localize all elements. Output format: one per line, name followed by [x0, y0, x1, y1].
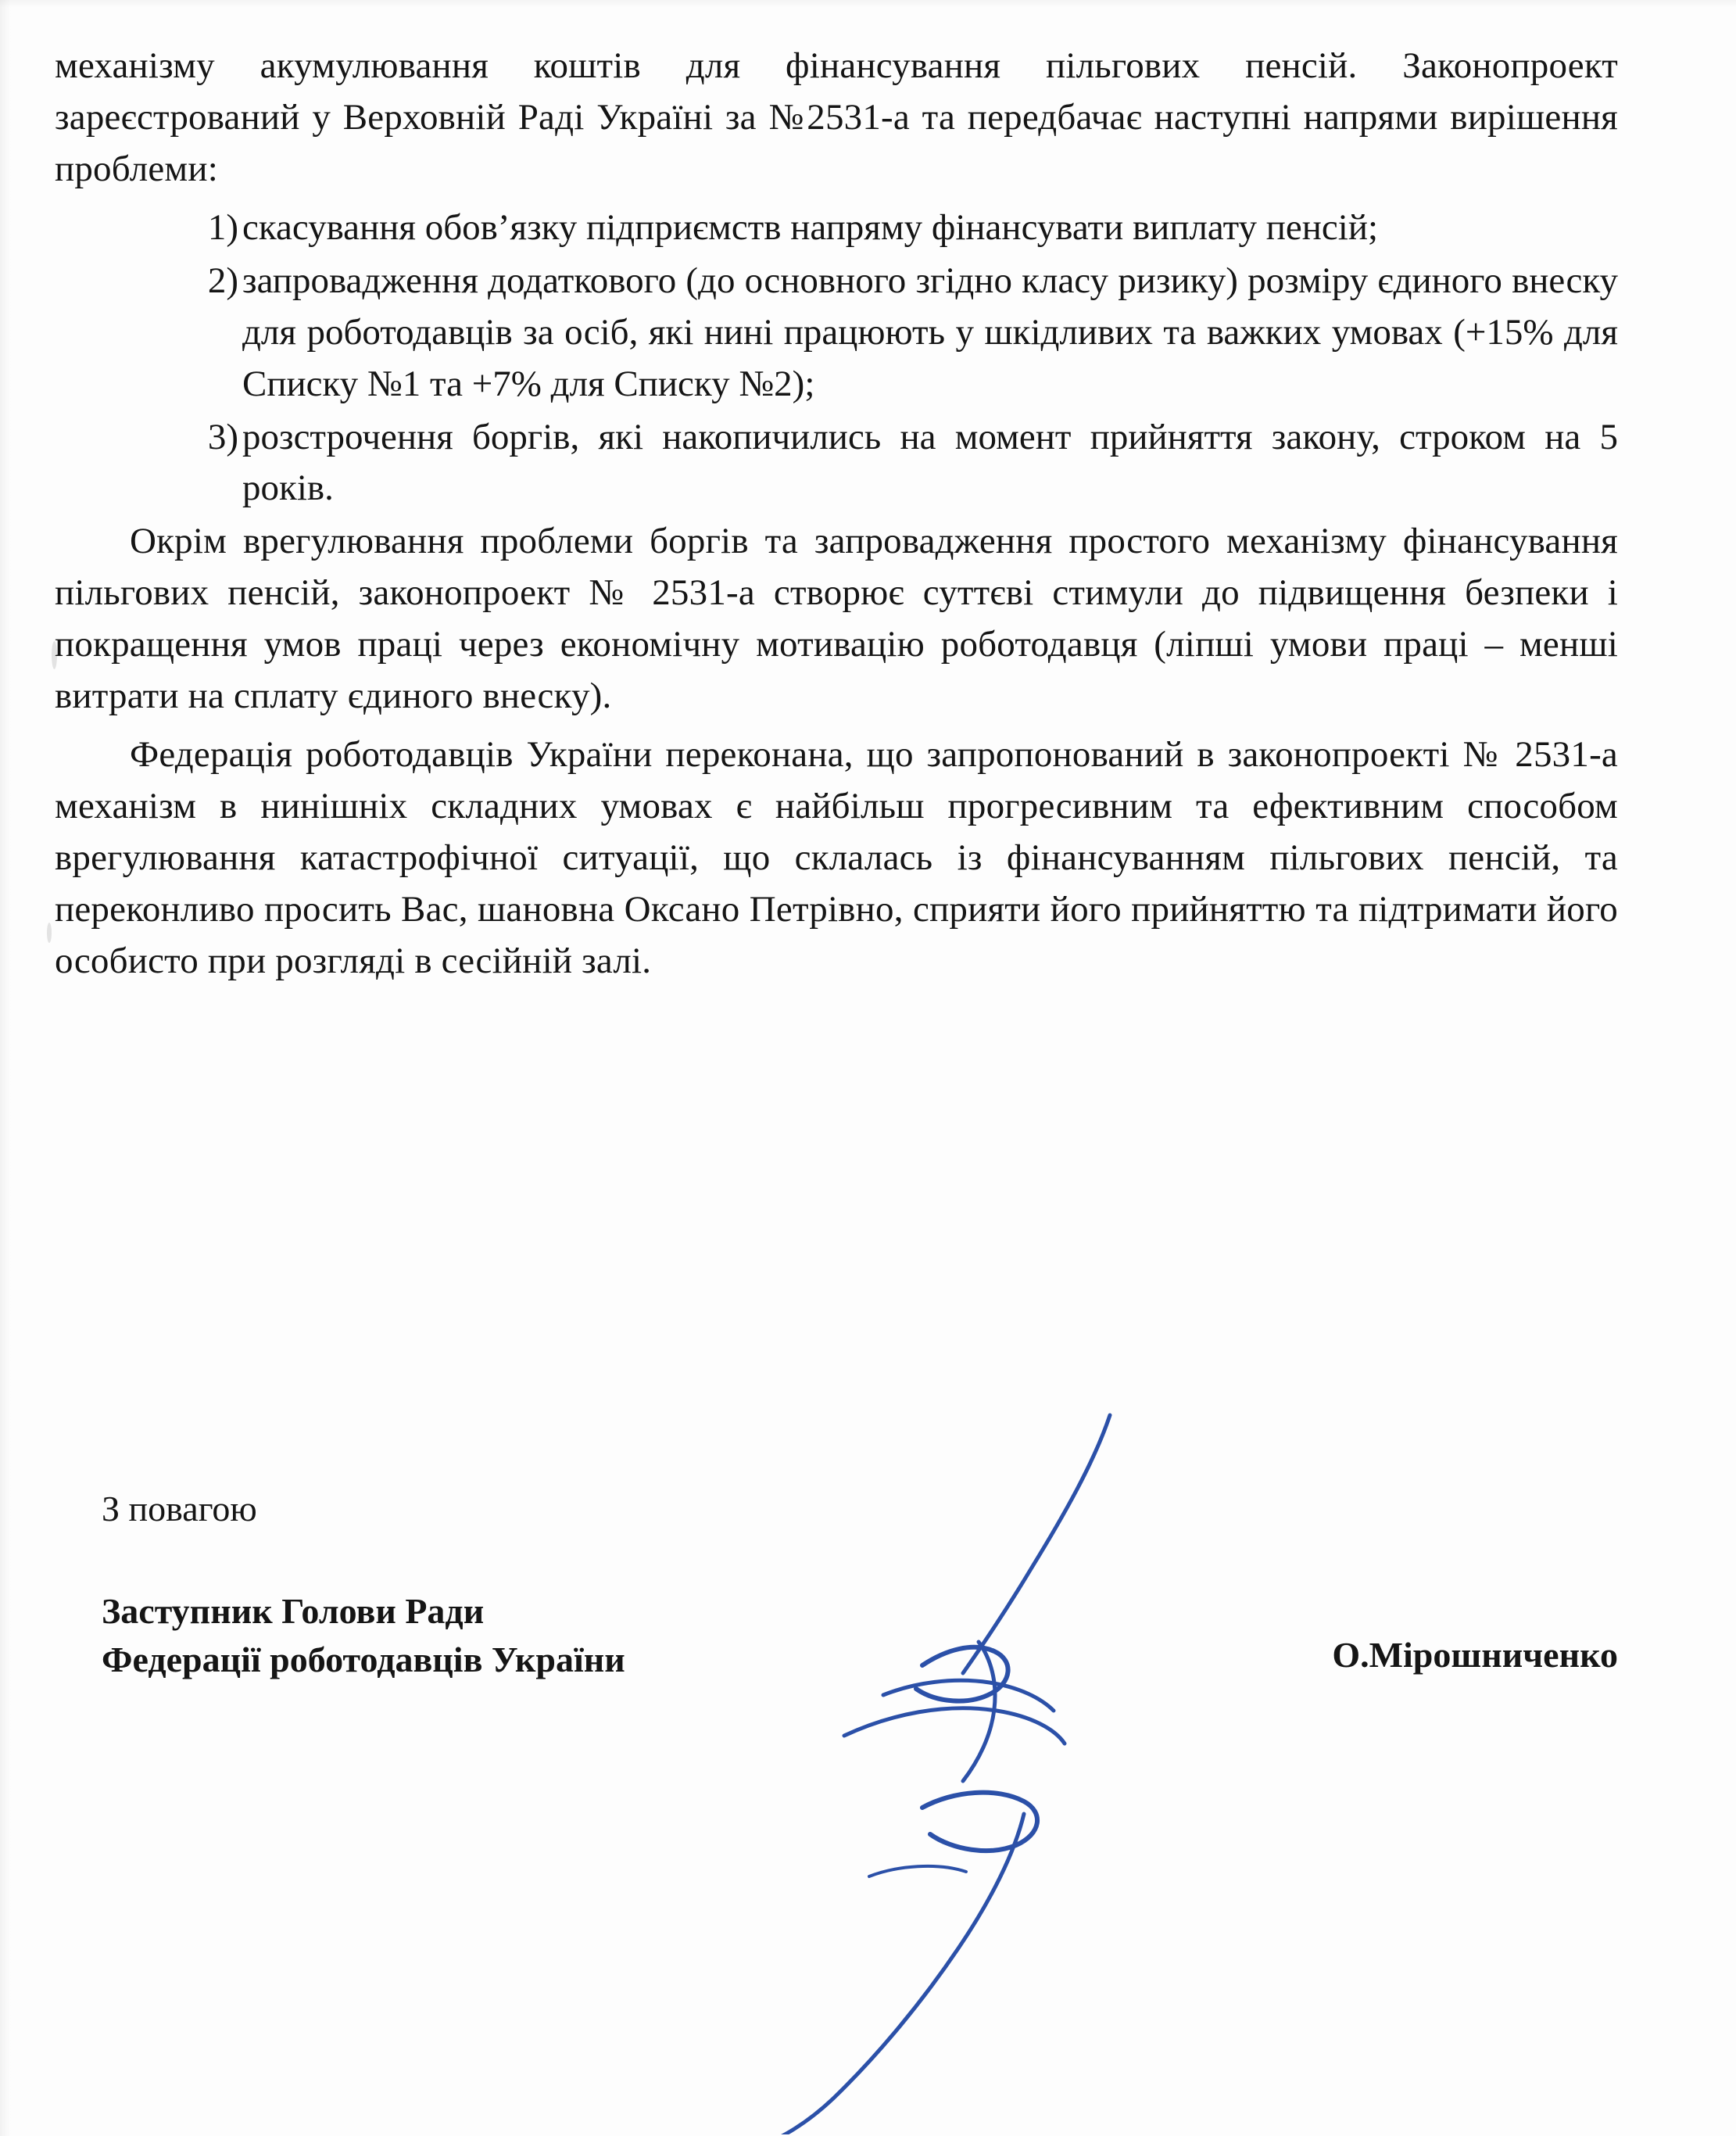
- list-item-marker: 2): [207, 260, 238, 302]
- paragraph-benefits: Окрім врегулювання проблеми боргів та запровадження простого механізму фінансування пільгових пенсій, законопроект № 2531-а створює суттєві стимули до підвищення безпеки і покращення умов праці через економічну мотивацію роботодавця (ліпші умови праці – менші витрати на сплату єдиного внеску).: [55, 521, 1618, 716]
- numbered-list: [55, 202, 1618, 514]
- list-item-marker: 3): [207, 416, 238, 457]
- list-item: [55, 256, 1618, 410]
- paragraph-request: Федерація роботодавців України переконана, що запропонований в законопроекті № 2531-а механізм в нинішніх складних умовах є найбільш прогресивним та ефективним способом врегулювання катастрофічної ситуації, що склалась із фінансуванням пільгових пенсій, та переконливо просить Вас, шановна Оксано Петрівно, сприяти його прийняттю та підтримати його особисто при розгляді в сесійній залі.: [55, 734, 1618, 981]
- signer-title-line-2: Федерації роботодавців України: [102, 1639, 625, 1679]
- scan-edge-top: [0, 0, 1736, 8]
- scan-speck: [47, 923, 52, 943]
- signer-title: [102, 1587, 805, 1684]
- document-text-body: [55, 41, 1618, 987]
- list-item-text: розстрочення боргів, які накопичились на момент прийняття закону, строком на 5 років.: [242, 416, 1618, 509]
- signer-row: [102, 1587, 1626, 1720]
- signer-name: О.Мірошниченко: [1332, 1634, 1618, 1675]
- signer-title-line-1: Заступник Голови Ради: [102, 1590, 485, 1631]
- paragraph-continuation: механізму акумулювання коштів для фінансування пільгових пенсій. Законопроект зареєстрований у Верховній Раді Україні за №2531-а та передбачає наступні напрями вирішення проблеми:: [55, 45, 1618, 189]
- list-item: [55, 412, 1618, 515]
- signature-block: [102, 1486, 1626, 1720]
- list-item-text: запровадження додаткового (до основного згідно класу ризику) розміру єдиного внеску для роботодавців за осіб, які нині працюють у шкідливих та важких умовах (+15% для Списку №1 та +7% для Списку №2);: [242, 260, 1618, 404]
- list-item: [55, 202, 1618, 254]
- list-item-text: скасування обов’язку підприємств напряму фінансувати виплату пенсій;: [242, 207, 1379, 249]
- list-item-marker: 1): [207, 207, 238, 249]
- scan-edge-left: [0, 0, 11, 2136]
- regards-line: З повагою: [102, 1489, 257, 1529]
